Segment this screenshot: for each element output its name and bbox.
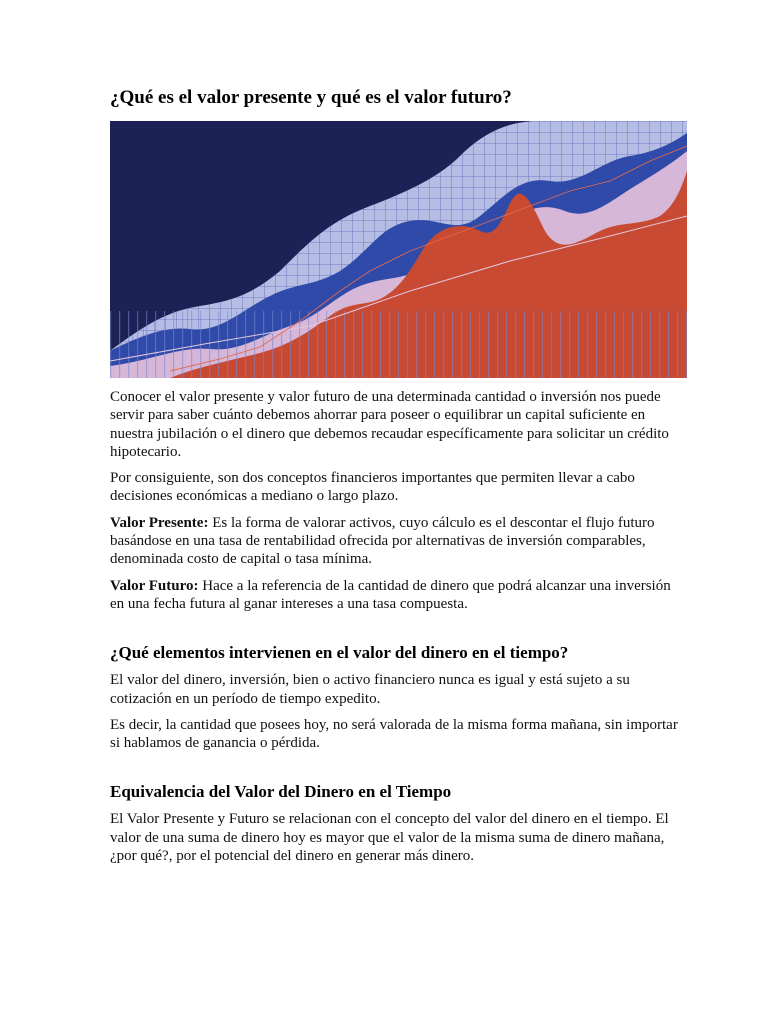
section2-paragraph-2: Es decir, la cantidad que posees hoy, no será valorada de la misma forma mañana, sin importar si hablamos de ganancia o pérdida. <box>110 716 678 752</box>
page-title: ¿Qué es el valor presente y qué es el valor futuro? <box>110 87 512 108</box>
intro-paragraph: Conocer el valor presente y valor futuro de una determinada cantidad o inversión nos puede servir para saber cuánto debemos ahorrar para poseer o equilibrar un capital suficiente en nuestra jubilación o el dinero que debemos recaudar específicamente para solicitar un crédito hipotecario. <box>110 389 669 460</box>
intro-paragraph-2: Por consiguiente, son dos conceptos financieros importantes que permiten llevar a cabo decisiones económicas a mediano o largo plazo. <box>110 470 635 505</box>
section-heading-elementos: ¿Qué elementos intervienen en el valor del dinero en el tiempo? <box>110 643 569 663</box>
definition-valor-presente <box>110 514 688 569</box>
definition-term: Valor Futuro: <box>110 577 199 594</box>
definition-text: Es la forma de valorar activos, cuyo cálculo es el descontar el flujo futuro basándose en una tasa de rentabilidad ofrecida por alternativas de inversión comparables, denominada costo de capital o tasa mínima. <box>110 514 655 568</box>
section2-paragraph: El valor del dinero, inversión, bien o activo financiero nunca es igual y está sujeto a su cotización en un período de tiempo expedito. <box>110 672 630 707</box>
section3-paragraph: El Valor Presente y Futuro se relacionan con el concepto del valor del dinero en el tiempo. El valor de una suma de dinero hoy es mayor que el valor de la misma suma de dinero mañana, ¿por qué?, por el potencial del dinero en generar más dinero. <box>110 811 669 865</box>
document-page <box>110 86 688 865</box>
definition-valor-futuro <box>110 577 688 614</box>
hero-illustration <box>110 121 687 378</box>
section-heading-equivalencia: Equivalencia del Valor del Dinero en el Tiempo <box>110 782 452 802</box>
definition-term: Valor Presente: <box>110 514 209 531</box>
definition-text: Hace a la referencia de la cantidad de dinero que podrá alcanzar una inversión en una fecha futura al ganar intereses a una tasa compuesta. <box>110 577 671 612</box>
column-band <box>110 311 687 378</box>
